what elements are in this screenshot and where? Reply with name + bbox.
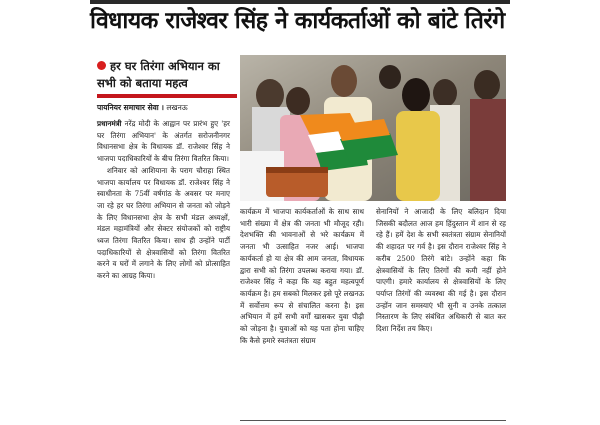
byline-agency: पायनियर समाचार सेवा	[97, 103, 159, 112]
article-column-1	[97, 118, 230, 282]
bottom-rule	[240, 420, 506, 421]
byline: पायनियर समाचार सेवा । लखनऊ	[97, 103, 188, 112]
paragraph-1: प्रधानमंत्री नरेंद्र मोदी के आह्वान पर प्रारंभ हुए 'हर घर तिरंगा अभियान' के अंतर्गत सरोजनीनगर विधानसभा क्षेत्र के विधायक डॉ. राजेश्वर सिंह ने भाजपा पदाधिकारियों के बीच तिरंगा वितरित किया।	[97, 119, 230, 164]
article-column-2	[240, 206, 364, 346]
subheadline-text: हर घर तिरंगा अभियान का सभी को बताया महत्व	[97, 59, 220, 90]
top-rule	[90, 0, 510, 4]
paragraph-4: सेनानियों ने आजादी के लिए बलिदान दिया जिसकी बदौलत आज हम हिंदुस्तान में शान से रह रहे हैं। हमें देश के सभी स्वतंत्रता संग्राम सेनानियों की शहादत पर गर्व है। इस दौरान राजेश्वर सिंह ने करीब 2500 तिरंगे बांटे। उन्होंने कहा कि क्षेत्रवासियों के लिए तिरंगों की कमी नहीं होने पाएगी। हमारे कार्यालय से क्षेत्रवासियों के लिए पर्याप्त तिरंगों की व्यवस्था की गई है। इस दौरान उन्होंन जान समस्याएं भी सुनी व उनके तत्काल निस्तारण के लिए संबंधित अधिकारी से बात कर दिशा निर्देश तय किए।	[376, 207, 506, 334]
byline-city: लखनऊ	[166, 103, 188, 112]
subheadline-underline	[97, 94, 237, 98]
news-photo	[240, 55, 506, 201]
article-column-3	[376, 206, 506, 335]
subheadline	[97, 58, 237, 92]
paragraph-3: कार्यक्रम में भाजपा कार्यकर्ताओं के साथ साथ भारी संख्या में क्षेत्र की जनता भी मौजूद रही। देशभक्ति की भावनाओं से भरे कार्यक्रम में जनता भी उत्साहित नजर आई। भाजपा कार्यकर्ता हो या क्षेत्र की आम जनता, विधायक द्वारा सभी को तिरंगा उपलब्ध कराया गया। डॉ. राजेश्वर सिंह ने कहा कि यह बहुत महत्वपूर्ण कार्यक्रम है। हम सबको मिलकर इसे पूरे लखनऊ में सर्वोत्तम रूप से संचालित करना है। इस अभियान में हमें सभी वर्गों खासकर युवा पीढ़ी को जोड़ना है। युवाओं को यह पता होना चाहिए कि कैसे हमारे स्वतंत्रता संग्राम	[240, 207, 364, 345]
paragraph-2: शनिवार को आशियाना के पराग चौराहा स्थित भाजपा कार्यालय पर विधायक डॉ. राजेश्वर सिंह ने स्वाधीनता के 75वीं वर्षगांठ के अवसर पर मनाए जा रहे हर घर तिरंगा अभियान से जनता को जोड़ने के लिए विधानसभा क्षेत्र के सभी मंडल अध्यक्षों, मंडल महामंत्रियों और सेक्टर संयोजकों को राष्ट्रीय ध्वज तिरंगा वितरित किया। साथ ही उन्होंने पार्टी पदाधिकारियों से क्षेत्रवासियों को तिरंगा वितरित करने व घरों में लगाने के लिए लोगों को प्रोत्साहित करने का आग्रह किया।	[97, 165, 230, 281]
red-bullet-icon	[97, 61, 106, 70]
photo-illustration	[240, 55, 506, 201]
lead-word: प्रधानमंत्री	[97, 119, 122, 128]
headline: विधायक राजेश्वर सिंह ने कार्यकर्ताओं को बांटे तिरंगे	[90, 8, 505, 34]
